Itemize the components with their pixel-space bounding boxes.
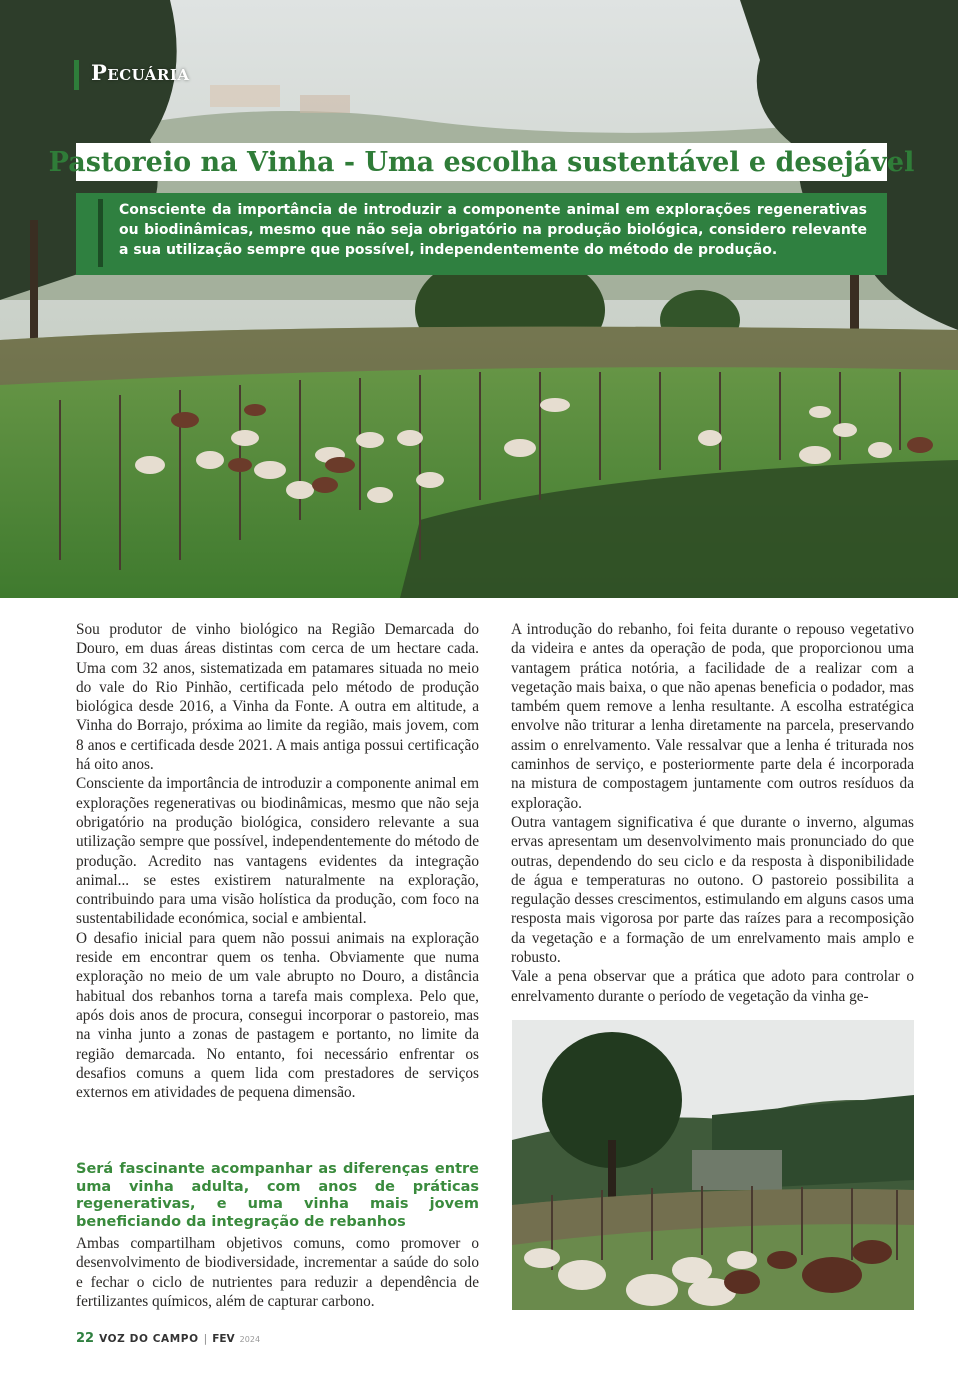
- sheep-vineyard-photo: [512, 1020, 914, 1310]
- right-column: [511, 620, 914, 1006]
- section-label: [74, 60, 190, 90]
- pull-quote: Será fascinante acompanhar as diferenças entre uma vinha adulta, com anos de práticas regenerativas, e uma vinha mais jovem beneficiando da integração de rebanhos: [76, 1161, 479, 1230]
- paragraph: A introdução do rebanho, foi feita durante o repouso vegetativo da videira e antes da operação de poda, que proporcionou uma vantagem prática notória, a facilidade de a realizar com a vegetação mais baixa, o que não apenas beneficia o podador, mas também quem remove a lenha resultante. A escolha estratégica envolve não triturar a lenha diretamente na parcela, preservando assim o enrelvamento. Vale ressalvar que a lenha é triturada nos caminhos de serviço, e posteriormente parte dela é incorporada na mistura de compostagem juntamente com outros resíduos da exploração.: [511, 621, 914, 812]
- lead-text: Consciente da importância de introduzir a componente animal em explorações regenerativas ou biodinâmicas, mesmo que não seja obrigatório na produção biológica, considero relevante a sua utilização sempre que possível, independentemente do método de produção.: [119, 202, 867, 258]
- left-column-end: [76, 1234, 479, 1311]
- paragraph: O desafio inicial para quem não possui animais na exploração reside em encontrar quem os tenha. Obviamente que numa exploração no meio de um vale abrupto no Douro, a distância habitual dos rebanhos torna a tarefa mais complexa. Pelo que, após dois anos de procura, consegui incorporar o pastoreio, mas na vinha junto a zonas de pastagem e portanto, no limite da região demarcada. No entanto, foi necessário enfrentar os desafios comuns a quem lida com prestadores de serviços externos em atividades de pequena dimensão.: [76, 929, 479, 1102]
- article-title-box: [48, 143, 915, 181]
- article-title: Pastoreio na Vinha - Uma escolha sustentável e desejável: [48, 146, 915, 178]
- section-label-text: Pecuária: [91, 60, 190, 85]
- issue-month: FEV: [212, 1333, 235, 1345]
- issue-year: 2024: [239, 1335, 261, 1344]
- publication-name: VOZ DO CAMPO: [99, 1333, 199, 1345]
- paragraph: Sou produtor de vinho biológico na Região Demarcada do Douro, em duas áreas distintas com cerca de um hectare cada. Uma com 32 anos, sistematizada em patamares situada no meio do vale do Rio Pinhão, certificada pelo método de produção biológica desde 2016, a Vinha da Fonte. A outra em altitude, a Vinha do Borrajo, próxima ao limite da região, mais jovem, com 8 anos e certificada desde 2021. A mais antiga possui certificação há oito anos.: [76, 621, 479, 774]
- left-column: [76, 620, 479, 1102]
- paragraph: Outra vantagem significativa é que durante o inverno, algumas ervas apresentam um desenvolvimento mais pronunciado do que outras, dependendo do seu ciclo e da resposta à disponibilidade de água e temperaturas no outono. O pastoreio possibilita a regulação desses crescimentos, estimulando em alguns casos uma resposta mais vigorosa por parte das raízes para a recomposição da vegetação e a formação de um enrelvamento mais amplo e robusto.: [511, 813, 914, 967]
- page-number: 22: [76, 1331, 95, 1346]
- lead-box: [76, 193, 887, 275]
- lead-accent-bar: [98, 199, 103, 267]
- paragraph: Vale a pena observar que a prática que adoto para controlar o enrelvamento durante o período de vegetação da vinha ge-: [511, 968, 914, 1005]
- page-footer: [76, 1331, 260, 1346]
- paragraph: Consciente da importância de introduzir a componente animal em explorações regenerativas ou biodinâmicas, mesmo que não seja obrigatório na produção biológica, considero relevante a sua utilização sempre que possível, independentemente do método de produção. Acredito nas vantagens evidentes da integração animal... se estes existirem naturalmente na exploração, contribuindo para uma visão holística da produção, com foco na sustentabilidade económica, social e ambiental.: [76, 775, 479, 928]
- paragraph: Ambas compartilham objetivos comuns, como promover o desenvolvimento de biodiversidade, incrementar a saúde do solo e fechar o ciclo de nutrientes para reduzir a dependência de fertilizantes químicos, além de capturar carbono.: [76, 1235, 479, 1310]
- footer-separator: |: [203, 1333, 208, 1345]
